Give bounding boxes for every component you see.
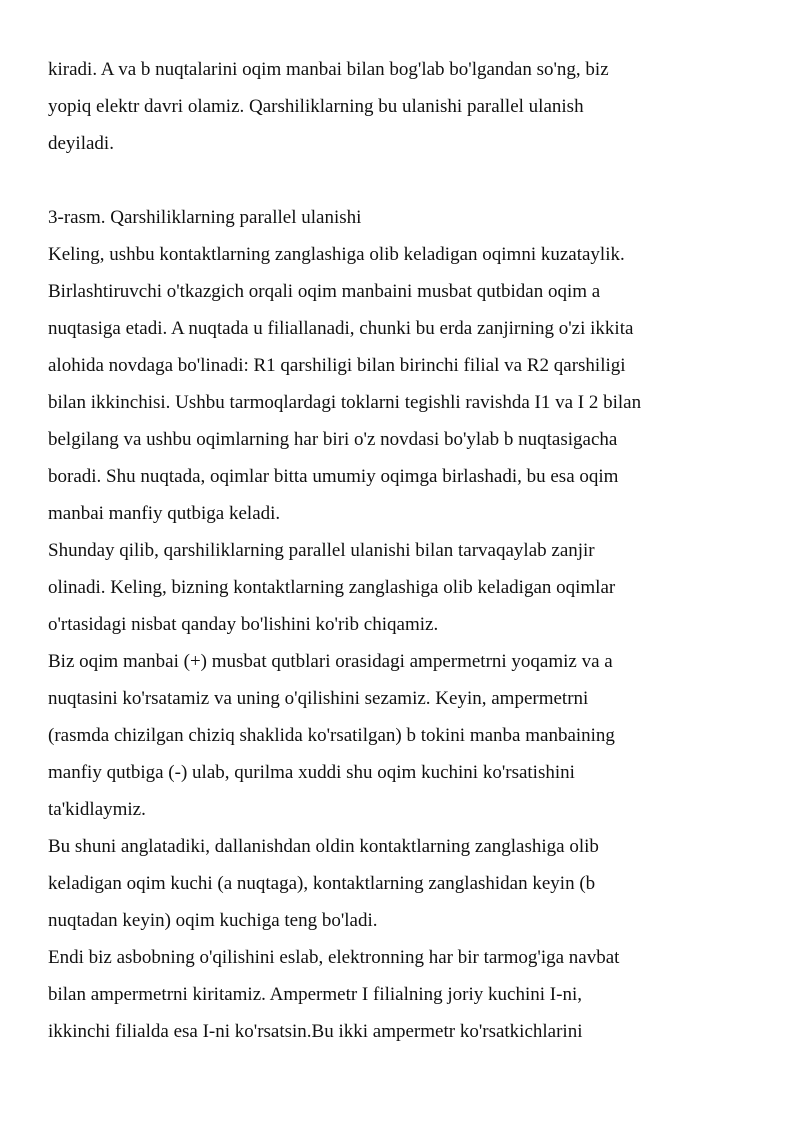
text-line: Biz oqim manbai (+) musbat qutblari orasidagi ampermetrni yoqamiz va a xyxy=(48,651,613,672)
text-line: nuqtadan keyin) oqim kuchiga teng bo'ladi. xyxy=(48,910,378,931)
text-line: Shunday qilib, qarshiliklarning parallel ulanishi bilan tarvaqaylab zanjir xyxy=(48,540,595,561)
text-line: bilan ampermetrni kiritamiz. Ampermetr I filialning joriy kuchini I-ni, xyxy=(48,984,582,1005)
text-line: Keling, ushbu kontaktlarning zanglashiga olib keladigan oqimni kuzataylik. xyxy=(48,244,625,265)
figure-caption: 3-rasm. Qarshiliklarning parallel ulanishi xyxy=(48,207,362,228)
text-line: keladigan oqim kuchi (a nuqtaga), kontaktlarning zanglashidan keyin (b xyxy=(48,873,596,894)
text-line: olinadi. Keling, bizning kontaktlarning zanglashiga olib keladigan oqimlar xyxy=(48,577,616,598)
text-line: yopiq elektr davri olamiz. Qarshiliklarning bu ulanishi parallel ulanish xyxy=(48,96,584,117)
blank-line xyxy=(48,162,768,199)
text-line: Bu shuni anglatadiki, dallanishdan oldin kontaktlarning zanglashiga olib xyxy=(48,836,599,857)
text-line: Birlashtiruvchi o'tkazgich orqali oqim manbaini musbat qutbidan oqim a xyxy=(48,281,601,302)
text-line: o'rtasidagi nisbat qanday bo'lishini ko'rib chiqamiz. xyxy=(48,614,439,635)
text-line: (rasmda chizilgan chiziq shaklida ko'rsatilgan) b tokini manba manbaining xyxy=(48,725,615,746)
text-line: Endi biz asbobning o'qilishini eslab, elektronning har bir tarmog'iga navbat xyxy=(48,947,620,968)
text-line: nuqtasiga etadi. A nuqtada u filiallanadi, chunki bu erda zanjirning o'zi ikkita xyxy=(48,318,634,339)
text-line: alohida novdaga bo'linadi: R1 qarshiligi bilan birinchi filial va R2 qarshiligi xyxy=(48,355,626,376)
text-line: deyiladi. xyxy=(48,133,114,154)
text-line: kiradi. A va b nuqtalarini oqim manbai bilan bog'lab bo'lgandan so'ng, biz xyxy=(48,59,609,80)
text-line: manbai manfiy qutbiga keladi. xyxy=(48,503,281,524)
text-line: boradi. Shu nuqtada, oqimlar bitta umumiy oqimga birlashadi, bu esa oqim xyxy=(48,466,619,487)
text-line: manfiy qutbiga (-) ulab, qurilma xuddi shu oqim kuchini ko'rsatishini xyxy=(48,762,575,783)
text-line: bilan ikkinchisi. Ushbu tarmoqlardagi toklarni tegishli ravishda I1 va I 2 bilan xyxy=(48,392,642,413)
text-line: belgilang va ushbu oqimlarning har biri o'z novdasi bo'ylab b nuqtasigacha xyxy=(48,429,618,450)
text-line: ikkinchi filialda esa I-ni ko'rsatsin.Bu ikki ampermetr ko'rsatkichlarini xyxy=(48,1021,583,1042)
text-line: ta'kidlaymiz. xyxy=(48,799,146,820)
text-line: nuqtasini ko'rsatamiz va uning o'qilishini sezamiz. Keyin, ampermetrni xyxy=(48,688,589,709)
document-page xyxy=(48,51,768,1050)
